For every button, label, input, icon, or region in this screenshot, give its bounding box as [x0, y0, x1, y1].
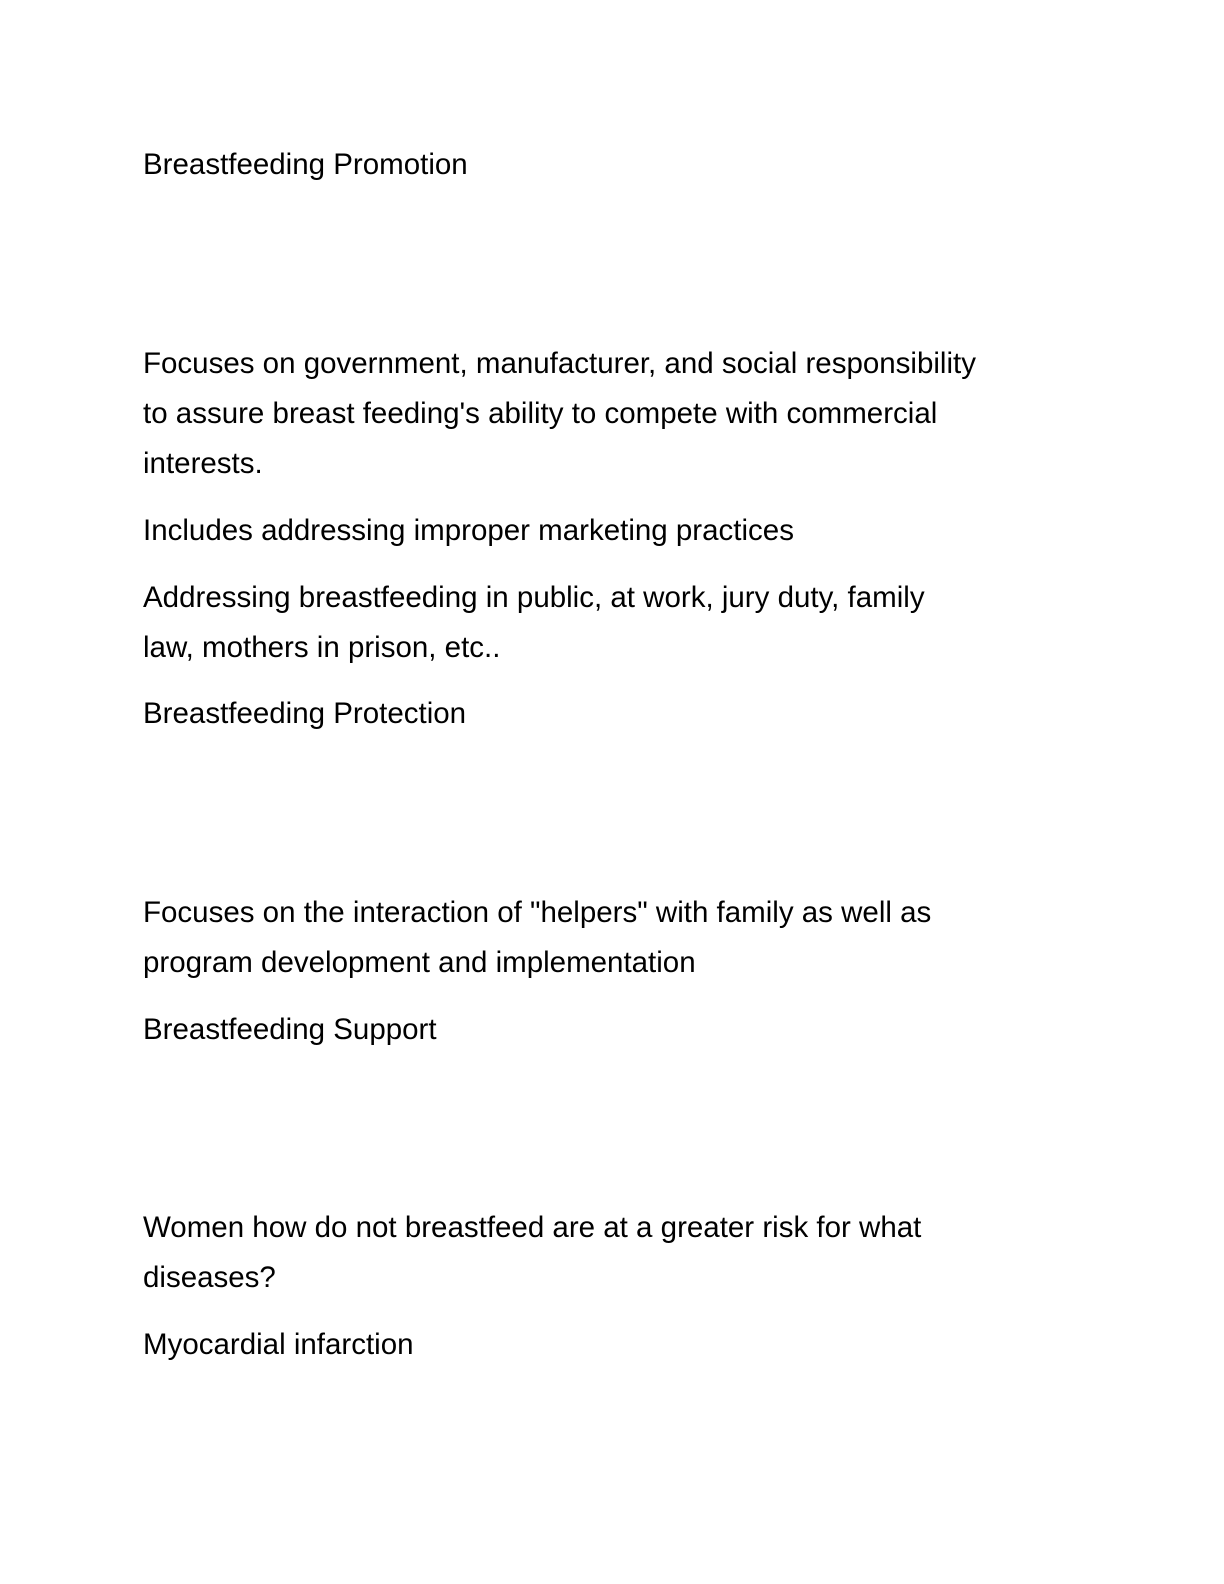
support-definition-line-2: program development and implementation	[143, 946, 696, 979]
question-line-1: Women how do not breastfeed are at a greater risk for what	[143, 1211, 922, 1244]
definition-line-1: Focuses on government, manufacturer, and social responsibility	[143, 347, 976, 380]
question-line-2: diseases?	[143, 1261, 276, 1294]
term-breastfeeding-protection: Breastfeeding Protection	[143, 697, 467, 730]
marketing-practices-line: Includes addressing improper marketing practices	[143, 514, 794, 547]
addressing-line-2: law, mothers in prison, etc..	[143, 631, 501, 664]
definition-line-3: interests.	[143, 447, 263, 480]
addressing-line-1: Addressing breastfeeding in public, at work, jury duty, family	[143, 581, 925, 614]
support-definition-line-1: Focuses on the interaction of "helpers" with family as well as	[143, 896, 932, 929]
definition-line-2: to assure breast feeding's ability to compete with commercial	[143, 397, 938, 430]
term-breastfeeding-support: Breastfeeding Support	[143, 1013, 437, 1046]
answer-myocardial-infarction: Myocardial infarction	[143, 1328, 414, 1361]
term-breastfeeding-promotion: Breastfeeding Promotion	[143, 148, 468, 181]
